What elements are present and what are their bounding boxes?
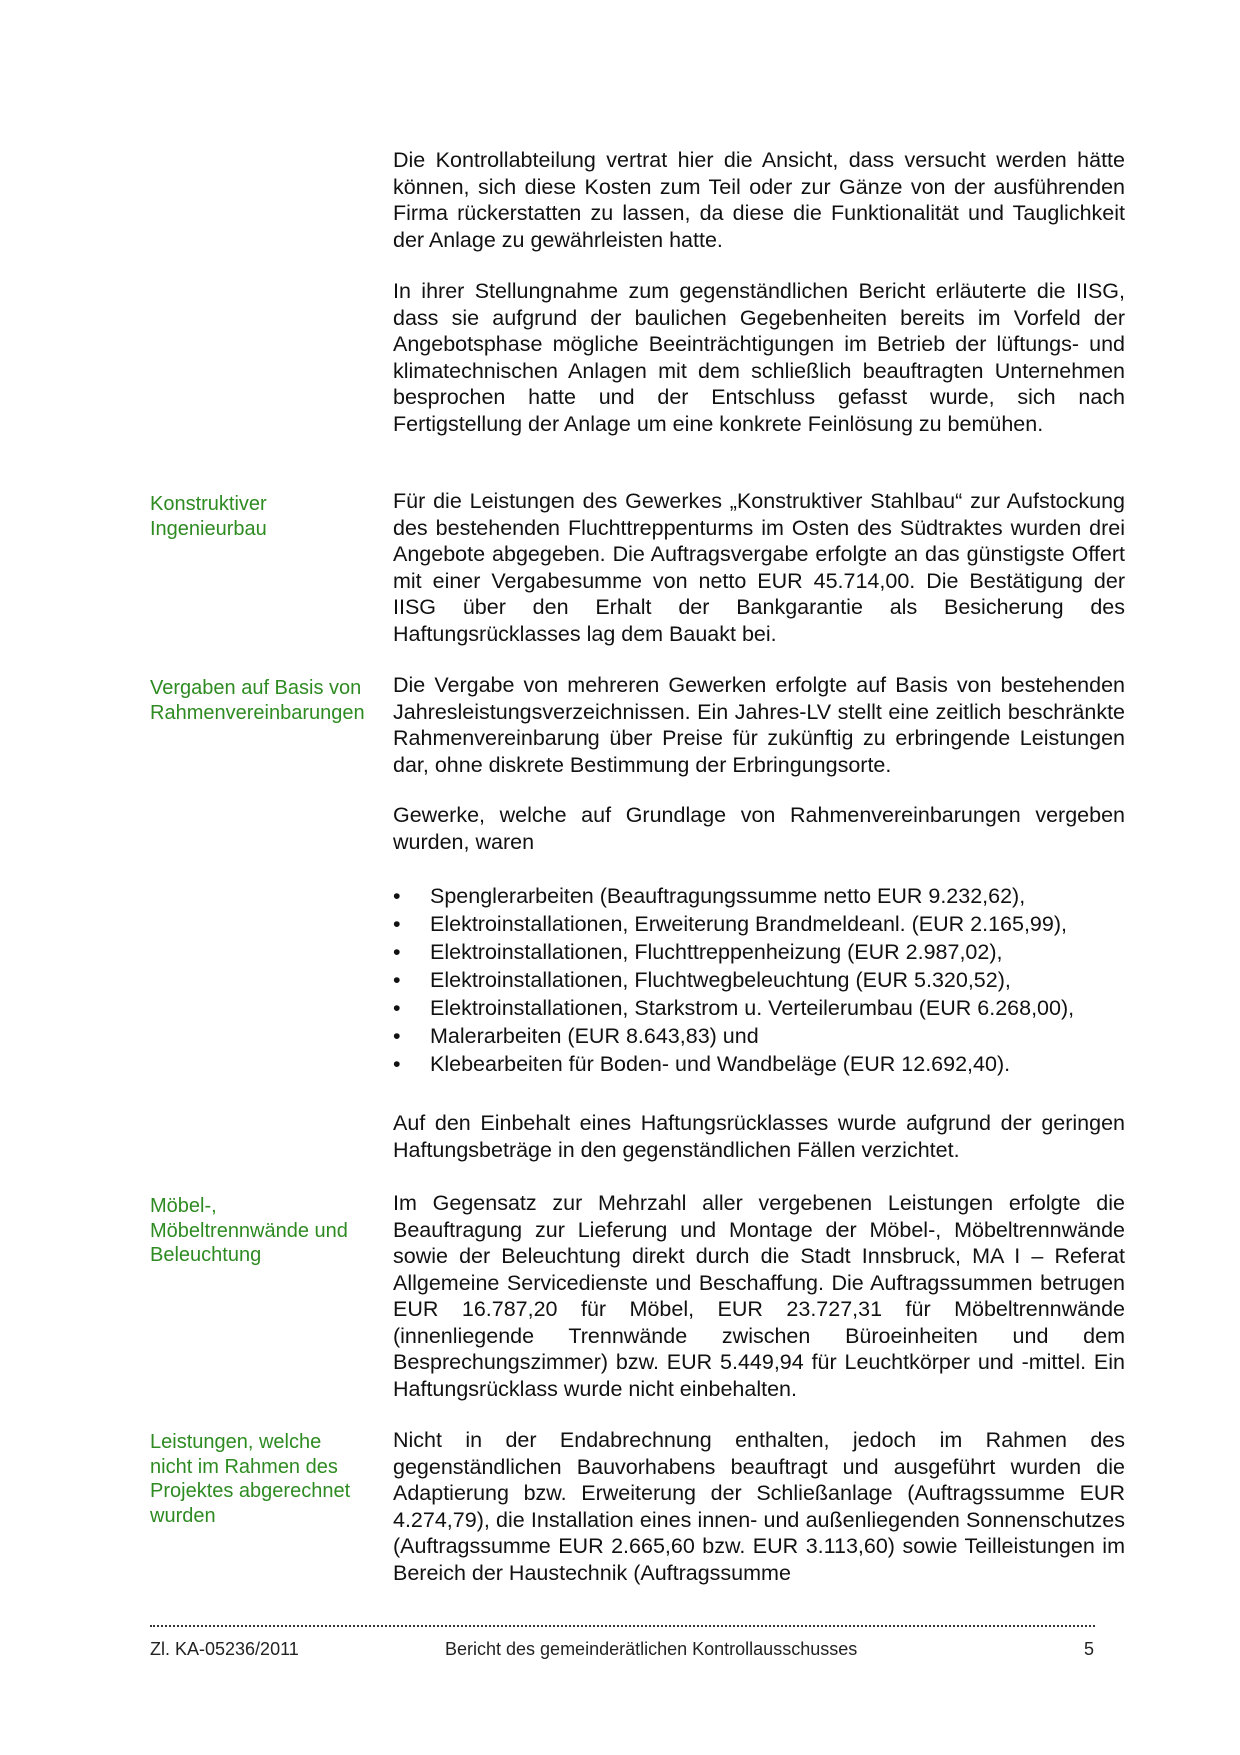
bullet-icon: •	[393, 912, 401, 936]
paragraph-stellungnahme-iisg: In ihrer Stellungnahme zum gegenständlichen Bericht erläuterte die IISG, dass sie aufgrund der baulichen Gegebenheiten bereits im Vorfeld der Angebotsphase mögliche Beeinträchtigungen im Betrieb der lüftungs- und klimatechnischen Anlagen mit dem schließlich beauftragten Unternehmen besprochen hatte und der Entschluss gefasst wurde, sich nach Fertigstellung der Anlage um eine konkrete Feinlösung zu bemühen.	[393, 279, 1125, 436]
margin-note-moebel-beleuchtung: Möbel-, Möbeltrennwände und Beleuchtung	[150, 1195, 348, 1266]
gewerke-bullet-list	[393, 882, 1125, 1078]
footer-page-number: 5	[1084, 1639, 1095, 1659]
list-item: • Elektroinstallationen, Starkstrom u. Verteilerumbau (EUR 6.268,00),	[393, 996, 1075, 1020]
margin-note-rahmenvereinbarungen: Vergaben auf Basis von Rahmenvereinbarungen	[150, 677, 365, 724]
footer-reference: Zl. KA-05236/2011	[150, 1639, 299, 1659]
bullet-icon: •	[393, 884, 401, 908]
list-item: • Elektroinstallationen, Fluchtwegbeleuchtung (EUR 5.320,52),	[393, 968, 1011, 992]
paragraph-stahlbau: Für die Leistungen des Gewerkes „Konstruktiver Stahlbau“ zur Aufstockung des bestehenden Fluchttreppenturms im Osten des Südtraktes wurden drei Angebote abgegeben. Die Auftragsvergabe erfolgte an das günstigste Offert mit einer Vergabesumme von netto EUR 45.714,00. Die Bestätigung der IISG über den Erhalt der Bankgarantie als Besicherung des Haftungsrücklasses lag dem Bauakt bei.	[393, 489, 1125, 646]
paragraph-kontrollabteilung-ansicht: Die Kontrollabteilung vertrat hier die Ansicht, dass versucht werden hätte können, sich diese Kosten zum Teil oder zur Gänze von der ausführenden Firma rückerstatten zu lassen, da diese die Funktionalität und Tauglichkeit der Anlage zu gewährleisten hatte.	[393, 148, 1125, 252]
margin-note-konstruktiver-ingenieurbau: Konstruktiver Ingenieurbau	[150, 493, 267, 540]
footer-dotted-rule	[150, 1625, 1095, 1627]
bullet-icon: •	[393, 1024, 401, 1048]
list-item: • Elektroinstallationen, Fluchttreppenheizung (EUR 2.987,02),	[393, 940, 1003, 964]
margin-note-nicht-abgerechnete-leistungen: Leistungen, welche nicht im Rahmen des Projektes abgerechnet wurden	[150, 1431, 351, 1527]
bullet-icon: •	[393, 996, 401, 1020]
bullet-icon: •	[393, 940, 401, 964]
paragraph-haftungsruecklass-verzicht: Auf den Einbehalt eines Haftungsrücklasses wurde aufgrund der geringen Haftungsbeträge in den gegenständlichen Fällen verzichtet.	[393, 1111, 1125, 1162]
list-item: • Spenglerarbeiten (Beauftragungssumme netto EUR 9.232,62),	[393, 884, 1026, 908]
list-item: • Klebearbeiten für Boden- und Wandbeläge (EUR 12.692,40).	[393, 1052, 1011, 1076]
bullet-icon: •	[393, 968, 401, 992]
paragraph-jahresleistungsverzeichnisse: Die Vergabe von mehreren Gewerken erfolgte auf Basis von bestehenden Jahresleistungsverzeichnissen. Ein Jahres-LV stellt eine zeitlich beschränkte Rahmenvereinbarung über Preise für zukünftig zu erbringende Leistungen dar, ohne diskrete Bestimmung der Erbringungsorte.	[393, 673, 1125, 777]
list-item: • Malerarbeiten (EUR 8.643,83) und	[393, 1024, 759, 1048]
paragraph-moebel-beauftragung: Im Gegensatz zur Mehrzahl aller vergebenen Leistungen erfolgte die Beauftragung zur Lieferung und Montage der Möbel-, Möbeltrennwände sowie der Beleuchtung direkt durch die Stadt Innsbruck, MA I – Referat Allgemeine Servicedienste und Beschaffung. Die Auftragssummen betrugen EUR 16.787,20 für Möbel, EUR 23.727,31 für Möbeltrennwände (innenliegende Trennwände zwischen Büroeinheiten und dem Besprechungszimmer) bzw. EUR 5.449,94 für Leuchtkörper und -mittel. Ein Haftungsrücklass wurde nicht einbehalten.	[393, 1191, 1125, 1401]
bullet-icon: •	[393, 1052, 401, 1076]
paragraph-gewerke-intro: Gewerke, welche auf Grundlage von Rahmenvereinbarungen vergeben wurden, waren	[393, 803, 1125, 854]
paragraph-nicht-in-endabrechnung: Nicht in der Endabrechnung enthalten, jedoch im Rahmen des gegenständlichen Bauvorhabens beauftragt und ausgeführt wurden die Adaptierung bzw. Erweiterung der Schließanlage (Auftragssumme EUR 4.274,79), die Installation eines innen- und außenliegenden Sonnenschutzes (Auftragssumme EUR 2.665,60 bzw. EUR 3.113,60) sowie Teilleistungen im Bereich der Haustechnik (Auftragssumme	[393, 1428, 1125, 1585]
footer-report-title: Bericht des gemeinderätlichen Kontrollausschusses	[445, 1639, 858, 1659]
list-item: • Elektroinstallationen, Erweiterung Brandmeldeanl. (EUR 2.165,99),	[393, 912, 1067, 936]
